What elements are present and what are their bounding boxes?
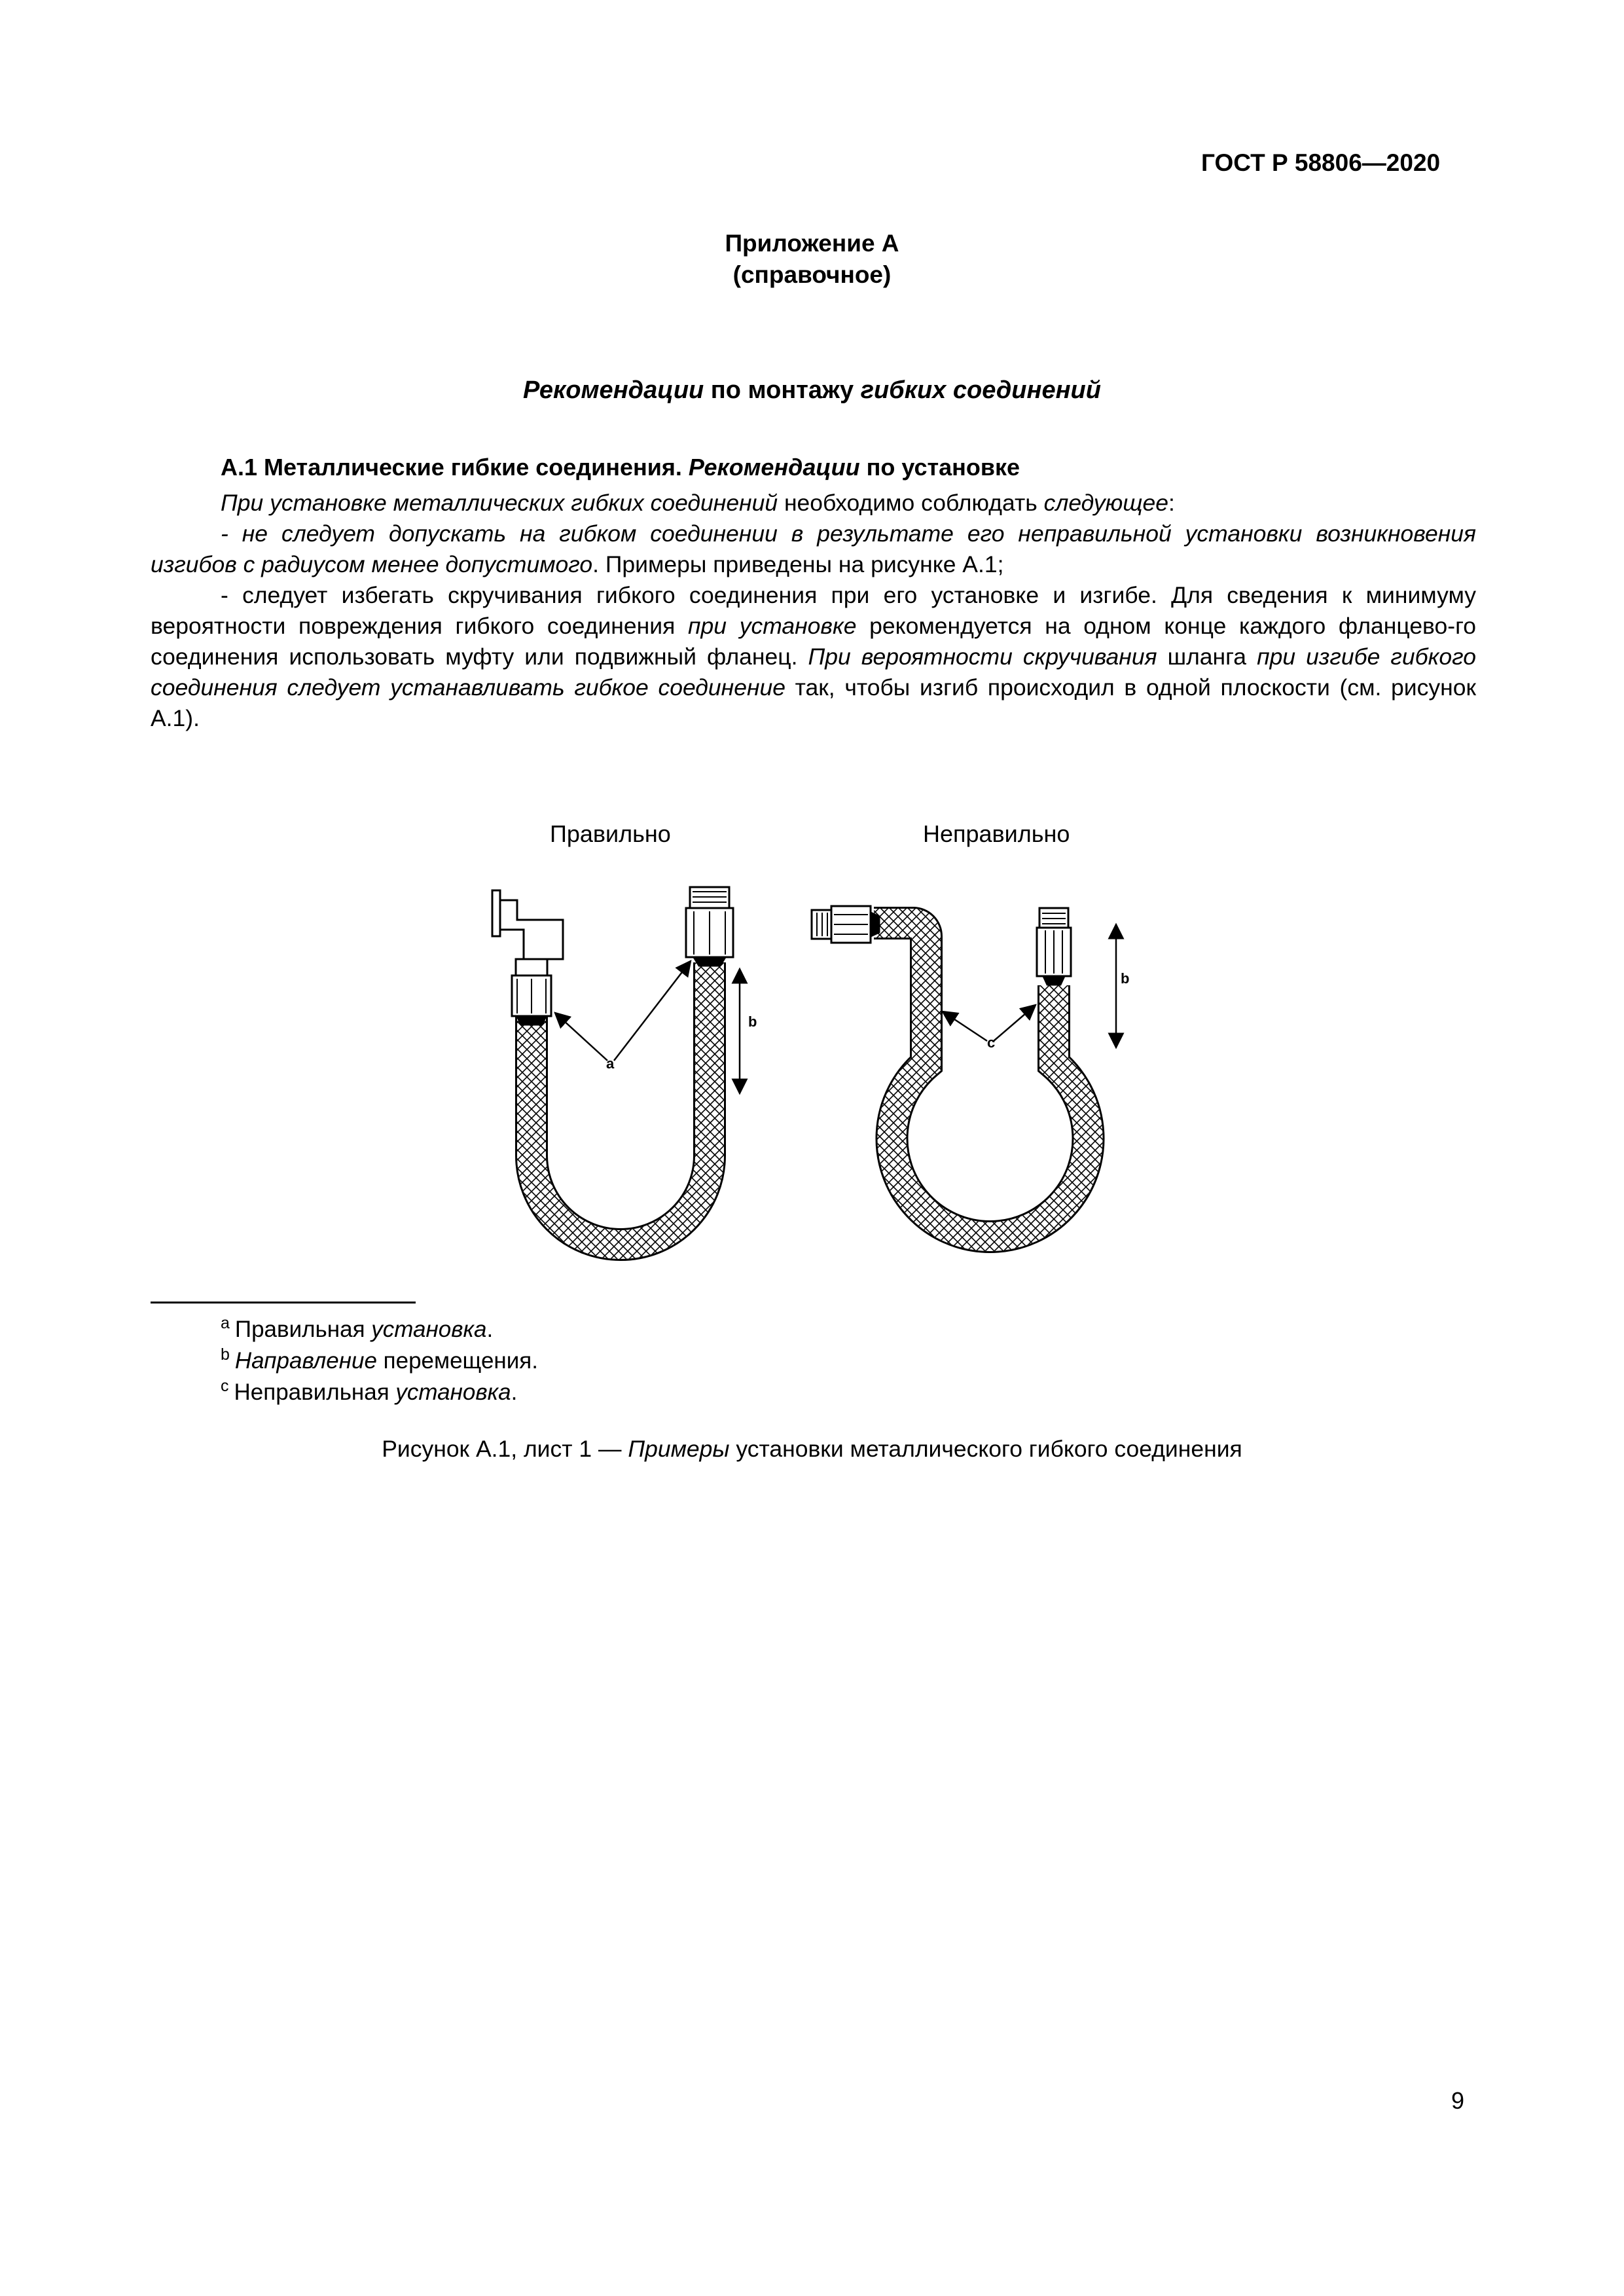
footnote-end: .: [486, 1317, 494, 1342]
footnote-italic: установка: [395, 1379, 511, 1405]
caption-prefix: Рисунок А.1, лист 1 —: [382, 1436, 628, 1462]
footnote-end: .: [511, 1379, 518, 1405]
elbow-fitting: [492, 890, 563, 1025]
caption-suffix: установки металлического гибкого соединения: [729, 1436, 1242, 1462]
section-tail: по установке: [859, 454, 1020, 481]
title-italic-1: Рекомендации: [523, 376, 704, 404]
p3-f: при изгибе гибкого соединения следует устанавливать гибкое соединение: [151, 644, 1476, 701]
p3-a: - следует избегать скручивания гибкого соединения при его установке и изгибе. Для сведения к минимуму вероятности повреждения гибкого соединения: [151, 582, 1476, 639]
correct-hose: [532, 962, 710, 1245]
p1-end: :: [1168, 490, 1175, 516]
footnote-mark: c: [221, 1377, 229, 1395]
caption-italic: Примеры: [628, 1436, 730, 1462]
callout-a: a: [606, 1055, 615, 1072]
appendix-title: Приложение А: [725, 230, 899, 257]
p3-c: рекомендуется на одном конце каждого фланцево-го соединения использовать муфту или подвижный фланец.: [151, 613, 1476, 670]
vertical-fitting: [1037, 908, 1071, 985]
footnote-italic: установка: [371, 1317, 487, 1342]
p3-g: так, чтобы изгиб происходил в одной плоскости (см. рисунок А.1).: [151, 674, 1476, 731]
footnote-divider: [151, 1302, 416, 1303]
callout-b-incorrect: b: [1121, 970, 1130, 987]
page-number: 9: [1451, 2087, 1465, 2114]
footnote-b: [221, 1345, 538, 1374]
horizontal-fitting: [812, 906, 879, 943]
footnote-c: [221, 1377, 517, 1406]
title-normal: по монтажу: [704, 376, 861, 404]
footnote-text: Неправильная: [234, 1379, 396, 1405]
footnote-text: Правильная: [234, 1317, 372, 1342]
p2-normal: . Примеры приведены на рисунке А.1;: [592, 551, 1004, 577]
p3-e: шланга: [1157, 644, 1257, 670]
section-italic: Рекомендации: [688, 454, 860, 481]
section-title: А.1 Металлические гибкие соединения.: [221, 454, 689, 481]
p3-d: При вероятности скручивания: [808, 644, 1157, 670]
p1-italic2: следующее: [1043, 490, 1169, 516]
label-correct: Правильно: [550, 820, 671, 847]
p2-italic: - не следует допускать на гибком соединении в результате его неправильной установки возникновения изгибов с радиусом менее допустимого: [151, 520, 1476, 577]
footnote-a: [221, 1314, 493, 1343]
p1-italic: При установке металлических гибких соединений: [221, 490, 778, 516]
footnote-italic: Направление: [234, 1348, 377, 1374]
footnote-mark: a: [221, 1314, 230, 1332]
callout-b-correct: b: [748, 1013, 757, 1030]
figure-caption: [0, 1436, 1624, 1463]
p1-normal: необходимо соблюдать: [778, 490, 1044, 516]
callout-c: c: [987, 1034, 996, 1051]
label-incorrect: Неправильно: [923, 820, 1070, 847]
p3-b: при установке: [688, 613, 857, 639]
footnote-mark: b: [221, 1345, 230, 1364]
title-italic-2: гибких соединений: [860, 376, 1101, 404]
standard-id: ГОСТ Р 58806—2020: [1201, 149, 1441, 176]
footnote-text: перемещения.: [376, 1348, 538, 1374]
straight-fitting: [686, 887, 733, 966]
appendix-type: (справочное): [732, 261, 892, 288]
